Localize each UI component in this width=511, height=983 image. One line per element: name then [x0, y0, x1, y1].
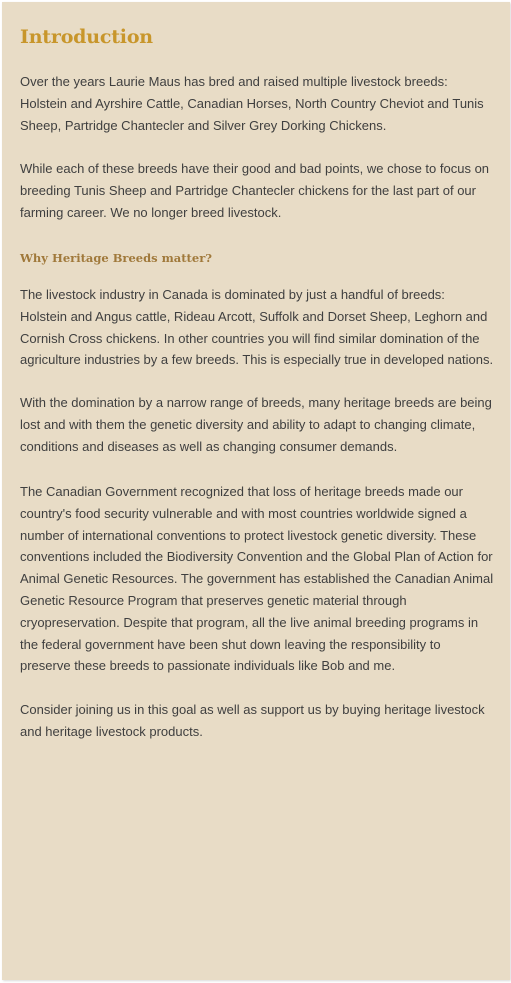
- heritage-breeds-heading: Why Heritage Breeds matter?: [20, 251, 212, 265]
- introduction-heading: Introduction: [20, 26, 153, 48]
- heritage-paragraph-2: With the domination by a narrow range of breeds, many heritage breeds are being lost and with them the genetic diversity and ability to adapt to changing climate, conditions and diseases as well as changing consumer demands.: [20, 395, 492, 454]
- intro-paragraph-2: While each of these breeds have their good and bad points, we chose to focus on breeding Tunis Sheep and Partridge Chantecler chickens for the last part of our farming career. We no longer breed livestock.: [20, 161, 490, 220]
- content-panel: [2, 2, 510, 980]
- heritage-paragraph-3: The Canadian Government recognized that loss of heritage breeds made our country's food security vulnerable and with most countries worldwide signed a number of international conventions to protect livestock genetic diversity. These conventions included the Biodiversity Convention and the Global Plan of Action for Animal Genetic Resources. The government has established the Canadian Animal Genetic Resource Program that preserves genetic material through cryopreservation. Despite that program, all the live animal breeding programs in the federal government have been shut down leaving the responsibility to preserve these breeds to passionate individuals like Bob and me.: [20, 484, 494, 674]
- heritage-paragraph-1: The livestock industry in Canada is dominated by just a handful of breeds: Holstein and Angus cattle, Rideau Arcott, Suffolk and Dorset Sheep, Leghorn and Cornish Cross chickens. In other countries you will find similar domination of the agriculture industries by a few breeds. This is especially true in developed nations.: [20, 287, 494, 368]
- intro-paragraph-1: Over the years Laurie Maus has bred and raised multiple livestock breeds: Holstein and Ayrshire Cattle, Canadian Horses, North Country Cheviot and Tunis Sheep, Partridge Chantecler and Silver Grey Dorking Chickens.: [20, 74, 484, 133]
- heritage-paragraph-4: Consider joining us in this goal as well as support us by buying heritage livestock and heritage livestock products.: [20, 702, 485, 739]
